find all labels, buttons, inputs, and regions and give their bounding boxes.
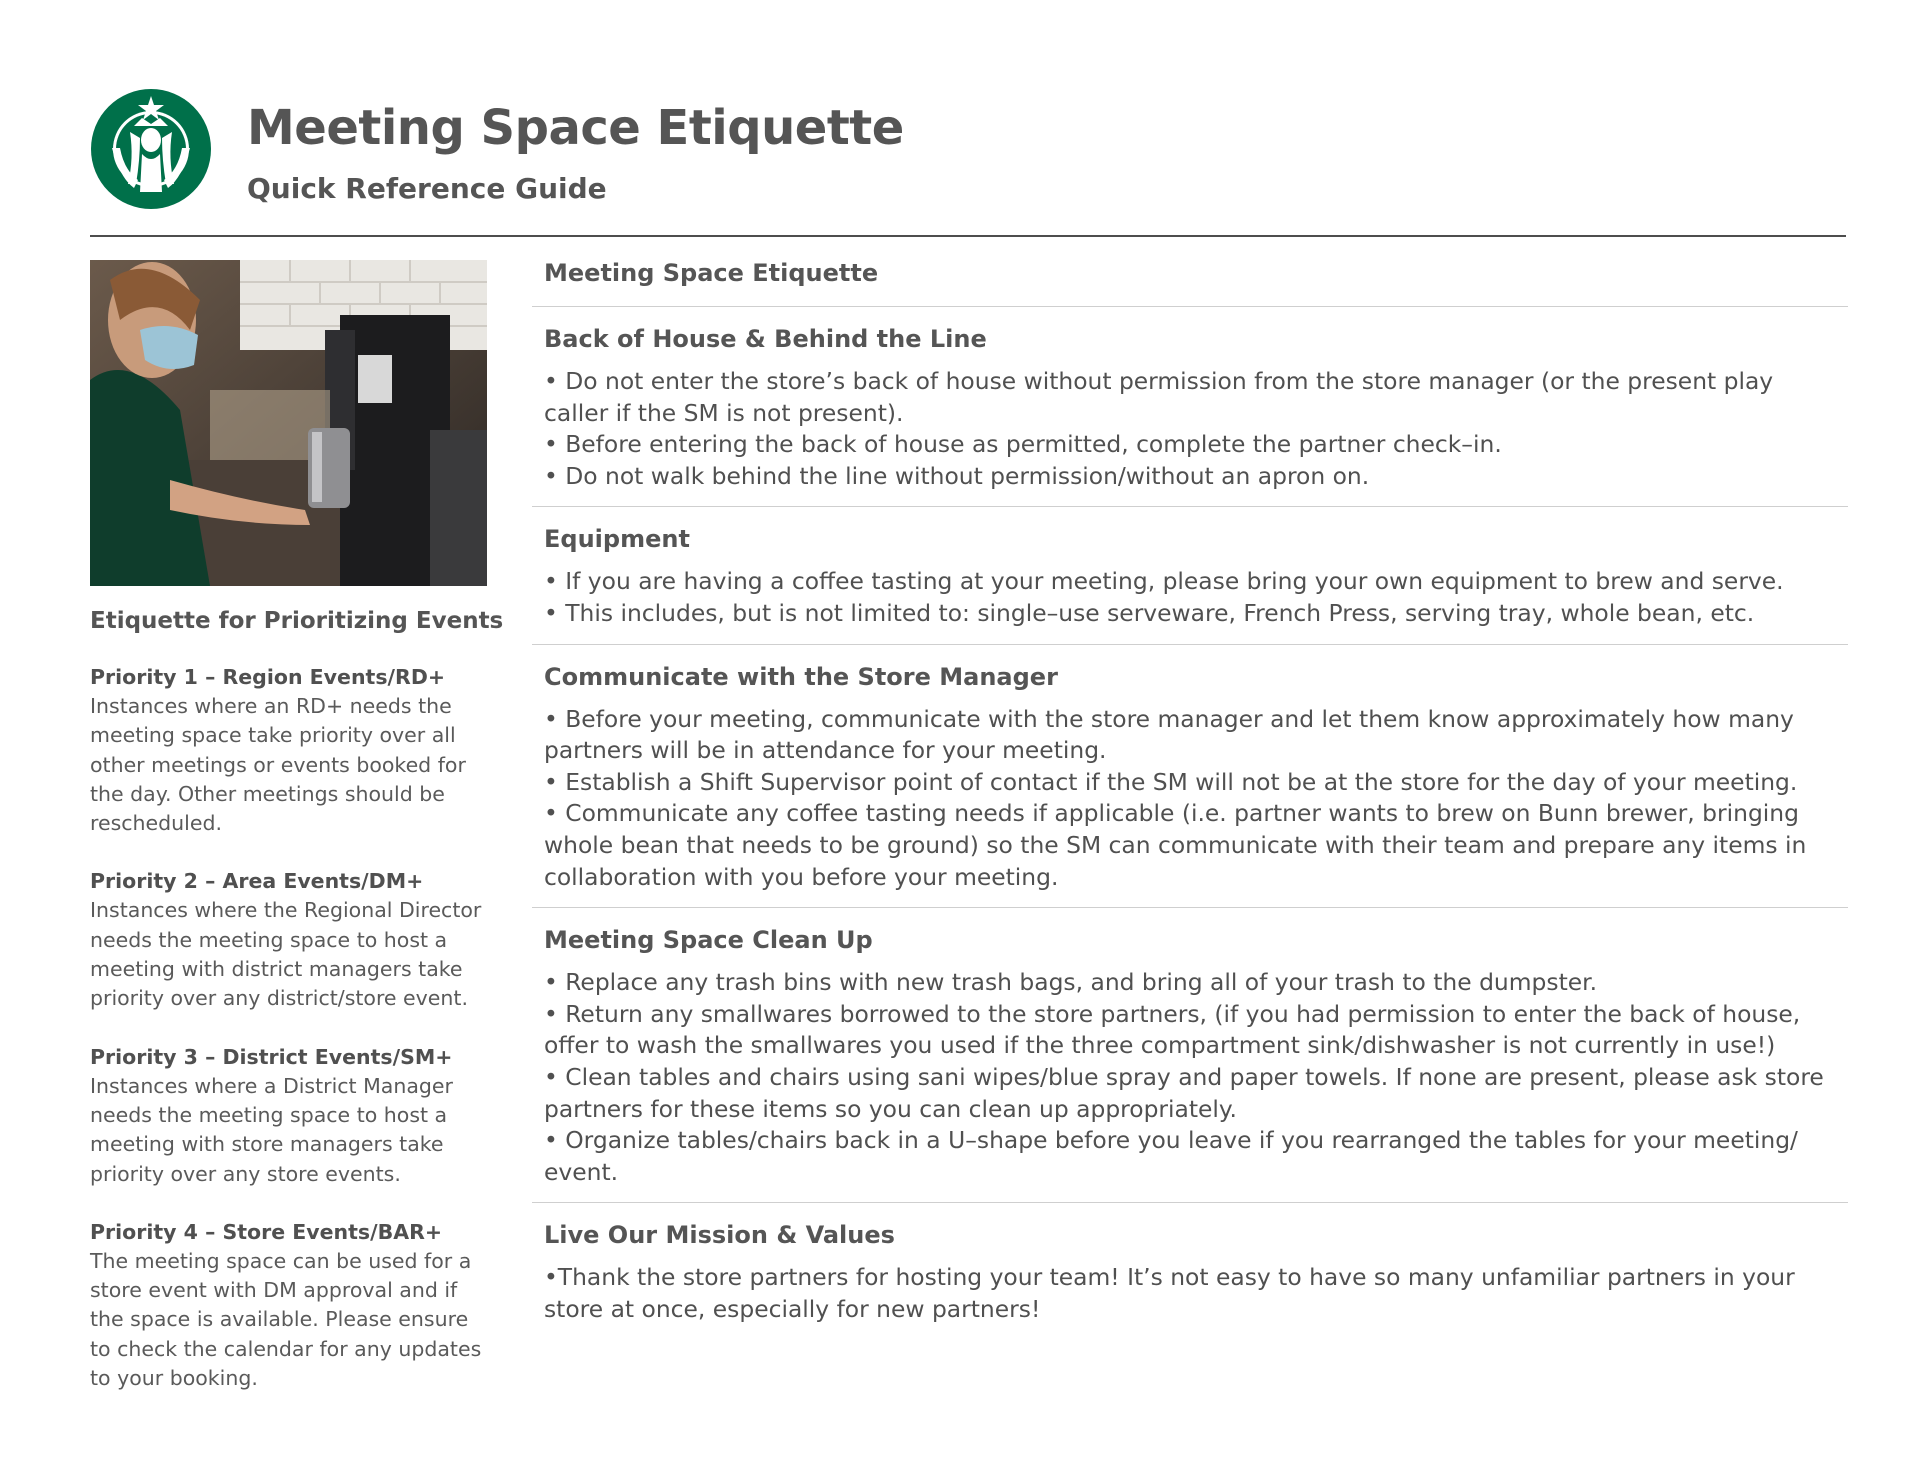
priority-title: Priority 4 – Store Events/BAR+: [90, 1219, 443, 1244]
bullet-line: • Do not walk behind the line without permission/without an apron on.: [544, 461, 1370, 490]
section-equipment: [532, 506, 1848, 643]
priority-text: The meeting space can be used for a store event with DM approval and if the space is available. Please ensure to check the calendar for any updates to your booking.: [90, 1248, 482, 1391]
section-clean-up: [532, 907, 1848, 1202]
bullet-line: • Do not enter the store’s back of house without permission from the store manager (or the present play caller if the SM is not present).: [544, 367, 1774, 427]
bullet-line: • Organize tables/chairs back in a U–shape before you leave if you rearranged the tables for your meeting/ event.: [544, 1126, 1798, 1186]
section-heading: Communicate with the Store Manager: [544, 662, 1058, 691]
etiquette-heading: Meeting Space Etiquette: [544, 259, 879, 287]
header-divider: [90, 235, 1846, 237]
barista-photo: [90, 260, 487, 586]
section-heading: Back of House & Behind the Line: [544, 325, 987, 353]
section-communicate: [532, 644, 1848, 908]
priority-title: Priority 3 – District Events/SM+: [90, 1044, 453, 1069]
priority-item-4: [90, 1218, 490, 1393]
bullet-line: • If you are having a coffee tasting at your meeting, please bring your own equipment to brew and serve.: [544, 567, 1784, 596]
section-back-of-house: [532, 306, 1848, 506]
priority-title: Priority 2 – Area Events/DM+: [90, 869, 424, 894]
bullet-line: • Replace any trash bins with new trash bags, and bring all of your trash to the dumpster.: [544, 968, 1598, 997]
page-header: [90, 88, 1846, 236]
left-heading: Etiquette for Prioritizing Events: [90, 608, 504, 634]
section-heading: Equipment: [544, 525, 690, 554]
bullet-line: • Before entering the back of house as permitted, complete the partner check–in.: [544, 430, 1502, 459]
priority-item-2: [90, 867, 490, 1013]
bullet-line: •Thank the store partners for hosting your team! It’s not easy to have so many unfamiliar partners in your store at once, especially for new partners!: [544, 1263, 1795, 1323]
priority-text: Instances where an RD+ needs the meeting space take priority over all other meetings or events booked for the day. Other meetings should be rescheduled.: [90, 694, 466, 836]
section-heading: Live Our Mission & Values: [544, 1221, 895, 1250]
priority-text: Instances where the Regional Director needs the meeting space to host a meeting with district managers take priority over any district/store event.: [90, 898, 482, 1011]
section-mission-values: [532, 1202, 1848, 1339]
right-column: [532, 253, 1848, 1339]
page-subtitle: Quick Reference Guide: [247, 172, 607, 205]
bullet-line: • Clean tables and chairs using sani wipes/blue spray and paper towels. If none are present, please ask store partners for these items so you can clean up appropriately.: [544, 1062, 1824, 1123]
priority-item-3: [90, 1043, 490, 1189]
priority-item-1: [90, 663, 490, 838]
section-heading: Meeting Space Clean Up: [544, 926, 873, 955]
siren-logo-icon: [90, 88, 212, 210]
priority-text: Instances where a District Manager needs the meeting space to host a meeting with store managers take priority over any store events.: [90, 1073, 453, 1186]
bullet-line: • Communicate any coffee tasting needs if applicable (i.e. partner wants to brew on Bunn brewer, bringing whole bean that needs to be ground) so the SM can communicate with their team and prepare any items in collaboration with you before your meeting.: [544, 799, 1807, 891]
page-title: Meeting Space Etiquette: [247, 100, 904, 156]
left-column: [90, 260, 504, 1393]
priority-title: Priority 1 – Region Events/RD+: [90, 665, 446, 689]
bullet-line: • Before your meeting, communicate with the store manager and let them know approximately how many partners will be in attendance for your meeting.: [544, 704, 1794, 765]
bullet-line: • Establish a Shift Supervisor point of contact if the SM will not be at the store for the day of your meeting.: [544, 767, 1798, 796]
bullet-line: • This includes, but is not limited to: single–use serveware, French Press, serving tray, whole bean, etc.: [544, 598, 1755, 627]
bullet-line: • Return any smallwares borrowed to the store partners, (if you had permission to enter the back of house, offer to wash the smallwares you used if the three compartment sink/dishwasher is not currently in use!): [544, 999, 1801, 1060]
